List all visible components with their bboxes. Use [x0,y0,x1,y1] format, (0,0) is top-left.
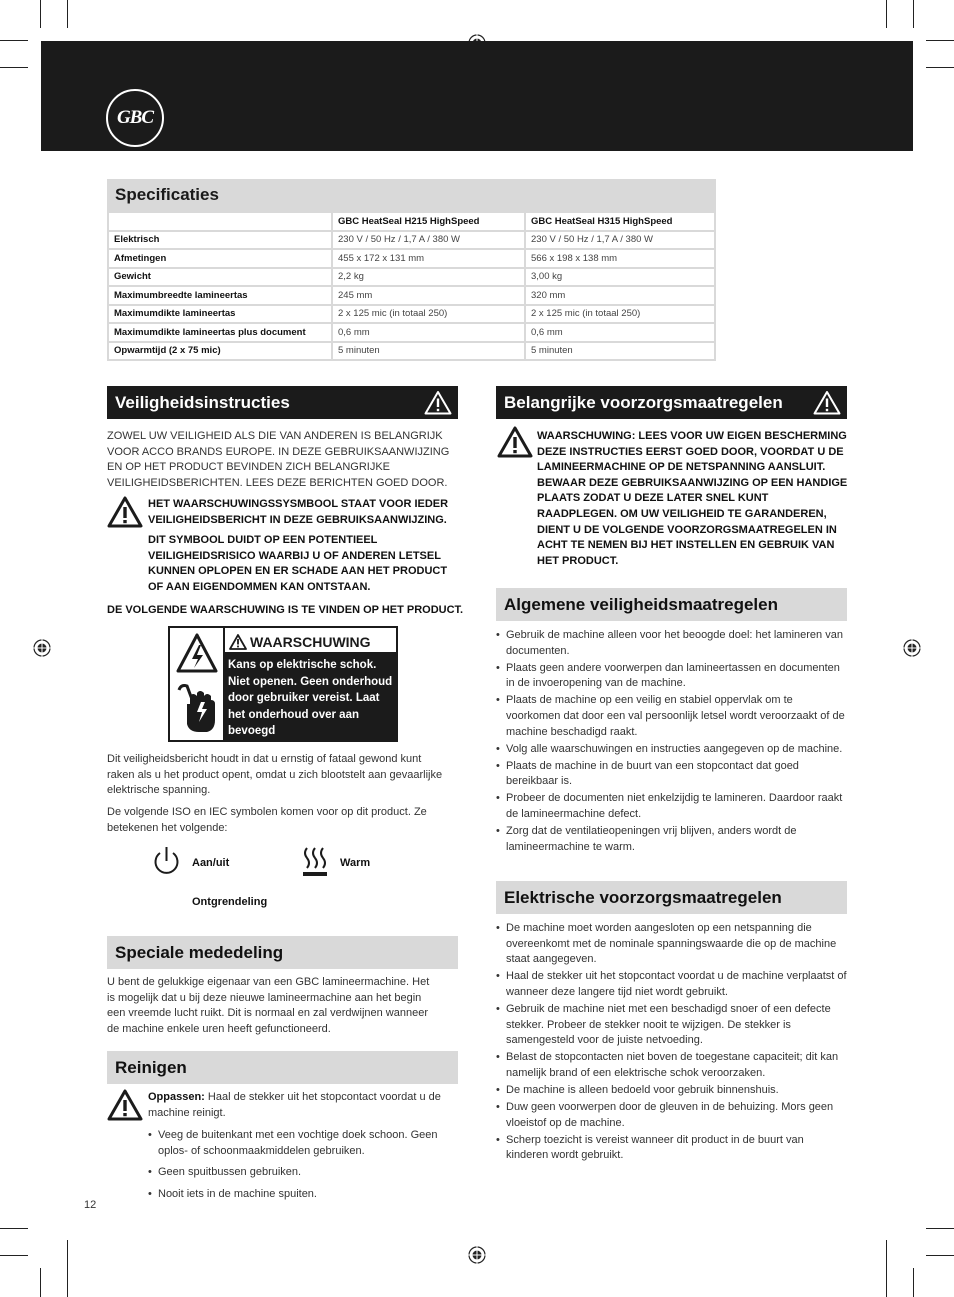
table-header-cell: GBC HeatSeal H315 HighSpeed [525,212,715,231]
crop-mark [886,1240,887,1297]
table-cell: 2 x 125 mic (in totaal 250) [525,305,715,324]
row-label: Gewicht [108,268,332,287]
table-cell: 2 x 125 mic (in totaal 250) [332,305,525,324]
general-heading: Algemene veiligheidsmaatregelen [496,588,847,621]
warning-label-icons [170,628,225,740]
table-cell: 320 mm [525,286,715,305]
list-item: • Plaats de machine in de buurt van een stopcontact dat goed bereikbaar is. [496,759,848,790]
product-warning-label [168,626,398,754]
list-item: • Plaats geen andere voorwerpen dan lamineertassen en documenten in de invoeropening van de machine. [496,661,848,692]
general-list [496,628,848,857]
warm-symbol-label: Warm [340,857,371,869]
warning-triangle-icon [424,390,452,415]
do-not-open-hand-icon [173,680,221,736]
crop-mark [0,40,28,41]
row-label: Afmetingen [108,249,332,268]
table-cell: 230 V / 50 Hz / 1,7 A / 380 W [332,231,525,250]
row-label: Maximumdikte lamineertas [108,305,332,324]
crop-mark [913,1268,914,1297]
table-cell: 3,00 kg [525,268,715,287]
list-item: • Gebruik de machine alleen voor het beoogde doel: het lamineren van documenten. [496,628,848,659]
crop-mark [926,1255,954,1256]
table-row [108,268,715,287]
warning-triangle-icon [107,496,143,528]
table-row [108,323,715,342]
safety-title: Veiligheidsinstructies [115,393,290,412]
table-cell: 5 minuten [525,342,715,361]
crop-mark [0,67,28,68]
precautions-title: Belangrijke voorzorgsmaatregelen [504,393,783,412]
electrical-heading: Elektrische voorzorgsmaatregelen [496,881,847,914]
cleaning-list [148,1128,448,1204]
warning-triangle-icon [107,1089,143,1121]
crop-mark [0,1255,28,1256]
table-row [108,342,715,361]
release-symbol-label: Ontgrendeling [192,896,268,908]
registration-mark-icon [32,638,52,658]
safety-explanation: Dit veiligheidsbericht houdt in dat u ernstig of fataal gewond kunt raken als u het product opent, omdat u zich blootstelt aan gevaarlijke elektrische spanning. [107,753,443,797]
table-row [108,305,715,324]
table-cell: 566 x 198 x 138 mm [525,249,715,268]
crop-mark [913,0,914,28]
list-item: • De machine moet worden aangesloten op een netspanning die overeenkomt met de nominale spanningswaarde die op de machine staat aangegeven. [496,921,848,968]
list-item: • Geen spuitbussen gebruiken. [148,1165,448,1181]
list-item: • Plaats de machine op een veilig en stabiel oppervlak om te voorkomen dat door een val persoonlijk letsel wordt veroorzaakt of de machine beschadigd raakt. [496,693,848,740]
electric-hazard-icon [175,632,219,674]
row-label: Opwarmtijd (2 x 75 mic) [108,342,332,361]
crop-mark [886,0,887,28]
electrical-list [496,921,848,1165]
warning-triangle-icon [229,634,247,650]
crop-mark [67,1240,68,1297]
warning-label-title [225,628,396,654]
registration-mark-icon [467,1245,487,1265]
logo-text: GBC [116,107,154,128]
table-row [108,286,715,305]
iso-intro: De volgende ISO en IEC symbolen komen voor op dit product. Ze betekenen het volgende: [107,806,427,834]
warning-triangle-icon [497,426,533,458]
list-item: • Belast de stopcontacten niet boven de toegestane capaciteit; dit kan namelijk brand of een elektrische schok veroorzaken. [496,1050,848,1081]
crop-mark [40,0,41,28]
precautions-heading [496,386,847,419]
cleaning-heading: Reinigen [107,1051,458,1084]
table-cell: 2,2 kg [332,268,525,287]
gbc-logo [106,89,164,147]
spec-section [107,179,716,361]
table-row [108,231,715,250]
table-row [108,249,715,268]
table-cell: 245 mm [332,286,525,305]
special-text: U bent de gelukkige eigenaar van een GBC lamineermachine. Het is mogelijk dat u bij deze nieuwe lamineermachine aan het begin een vreemde lucht ruikt. Dit is normaal en zal verdwijnen wanneer de machine enkele uren heeft gefunctioneerd. [107,976,430,1035]
spec-title: Specificaties [107,179,716,211]
warning-triangle-icon [813,390,841,415]
crop-mark [926,40,954,41]
list-item: • Scherp toezicht is vereist wanneer dit product in de buurt van kinderen wordt gebruikt. [496,1133,848,1164]
caution-label: Oppassen: [148,1091,205,1103]
warning-label-text: Kans op elektrische schok. Niet openen. Geen onderhoud door gebruiker vereist. Laat het onderhoud over aan bevoegd onderhoudspersoneel. [225,654,396,740]
safety-heading [107,386,458,419]
warning-label-title-text: WAARSCHUWING [250,633,371,650]
special-heading: Speciale mededeling [107,936,458,969]
list-item: • Gebruik de machine niet met een beschadigd snoer of een defecte stekker. Probeer de stekker nooit te wijzigen. De stekker is samengesteld voor de juiste netvoeding. [496,1002,848,1049]
table-cell [108,212,332,231]
crop-mark [0,1228,28,1229]
table-cell: 0,6 mm [525,323,715,342]
list-item: • Zorg dat de ventilatieopeningen vrij blijven, anders wordt de lamineermachine te warm. [496,824,848,855]
power-symbol-label: Aan/uit [192,857,230,869]
list-item: • Duw geen voorwerpen door de gleuven in de behuizing. Mors geen vloeistof op de machine. [496,1100,848,1131]
list-item: • Haal de stekker uit het stopcontact voordat u de machine verplaatst of wanneer deze langere tijd niet wordt gebruikt. [496,969,848,1000]
table-cell: 0,6 mm [332,323,525,342]
symbol-note-2: DIT SYMBOOL DUIDT OP EEN POTENTIEEL VEILIGHEIDSRISICO WAARBIJ U OF ANDEREN LETSEL KUNNEN OPLOPEN EN ER SCHADE AAN HET PRODUCT OF AAN EIGENDOMMEN KAN ONTSTAAN. [148,534,448,593]
list-item: • De machine is alleen bedoeld voor gebruik binnenshuis. [496,1083,848,1099]
spec-table [107,211,716,361]
table-header-cell: GBC HeatSeal H215 HighSpeed [332,212,525,231]
precautions-text: WAARSCHUWING: LEES VOOR UW EIGEN BESCHERMING DEZE INSTRUCTIES EERST GOED DOOR, VOORDAT U DE LAMINEERMACHINE OP DE NETSPANNING AANSLUIT. BEWAAR DEZE GEBRUIKSAANWIJZING OP EEN HANDIGE PLAATS ZODAT U DEZE LATER SNEL KUNT RAADPLEGEN. OM UW VEILIGHEID TE GARANDEREN, DIENT U DE VOLGENDE VOORZORGSMAATREGELEN IN ACHT TE NEMEN BIJ HET INSTELLEN EN GEBRUIK VAN HET PRODUCT. [537,430,848,567]
header-band [41,41,913,151]
table-cell: 455 x 172 x 131 mm [332,249,525,268]
cleaning-caution [148,1090,448,1121]
list-item: • Veeg de buitenkant met een vochtige doek schoon. Geen oplos- of schoonmaakmiddelen gebruiken. [148,1128,448,1159]
crop-mark [67,0,68,28]
registration-mark-icon [902,638,922,658]
list-item: • Probeer de documenten niet enkelzijdig te lamineren. Daardoor raakt de lamineermachine defect. [496,791,848,822]
safety-intro: ZOWEL UW VEILIGHEID ALS DIE VAN ANDEREN IS BELANGRIJK VOOR ACCO BRANDS EUROPE. IN DEZE GEBRUIKSAANWIJZING EN OP HET PRODUCT BEVINDEN ZICH BELANGRIJKE VEILIGHEIDSBERICHTEN. LEES DEZE BERICHTEN GOED DOOR. [107,430,450,489]
list-item: • Nooit iets in de machine spuiten. [148,1187,448,1203]
table-header-row [108,212,715,231]
table-cell: 230 V / 50 Hz / 1,7 A / 380 W [525,231,715,250]
crop-mark [926,67,954,68]
list-item: • Volg alle waarschuwingen en instructies aangegeven op de machine. [496,742,848,758]
power-icon [150,845,183,878]
row-label: Maximumbreedte lamineertas [108,286,332,305]
caution-text: Haal de stekker uit het stopcontact voordat u de machine reinigt. [148,1091,441,1119]
row-label: Maximumdikte lamineertas plus document [108,323,332,342]
table-cell: 5 minuten [332,342,525,361]
hot-surface-icon [302,846,328,878]
product-warning-note: DE VOLGENDE WAARSCHUWING IS TE VINDEN OP HET PRODUCT. [107,604,464,616]
symbol-note-1: HET WAARSCHUWINGSSYSMBOOL STAAT VOOR IEDER VEILIGHEIDSBERICHT IN DEZE GEBRUIKSAANWIJZING. [148,498,449,526]
page-number: 12 [84,1199,97,1211]
crop-mark [926,1228,954,1229]
crop-mark [40,1268,41,1297]
row-label: Elektrisch [108,231,332,250]
